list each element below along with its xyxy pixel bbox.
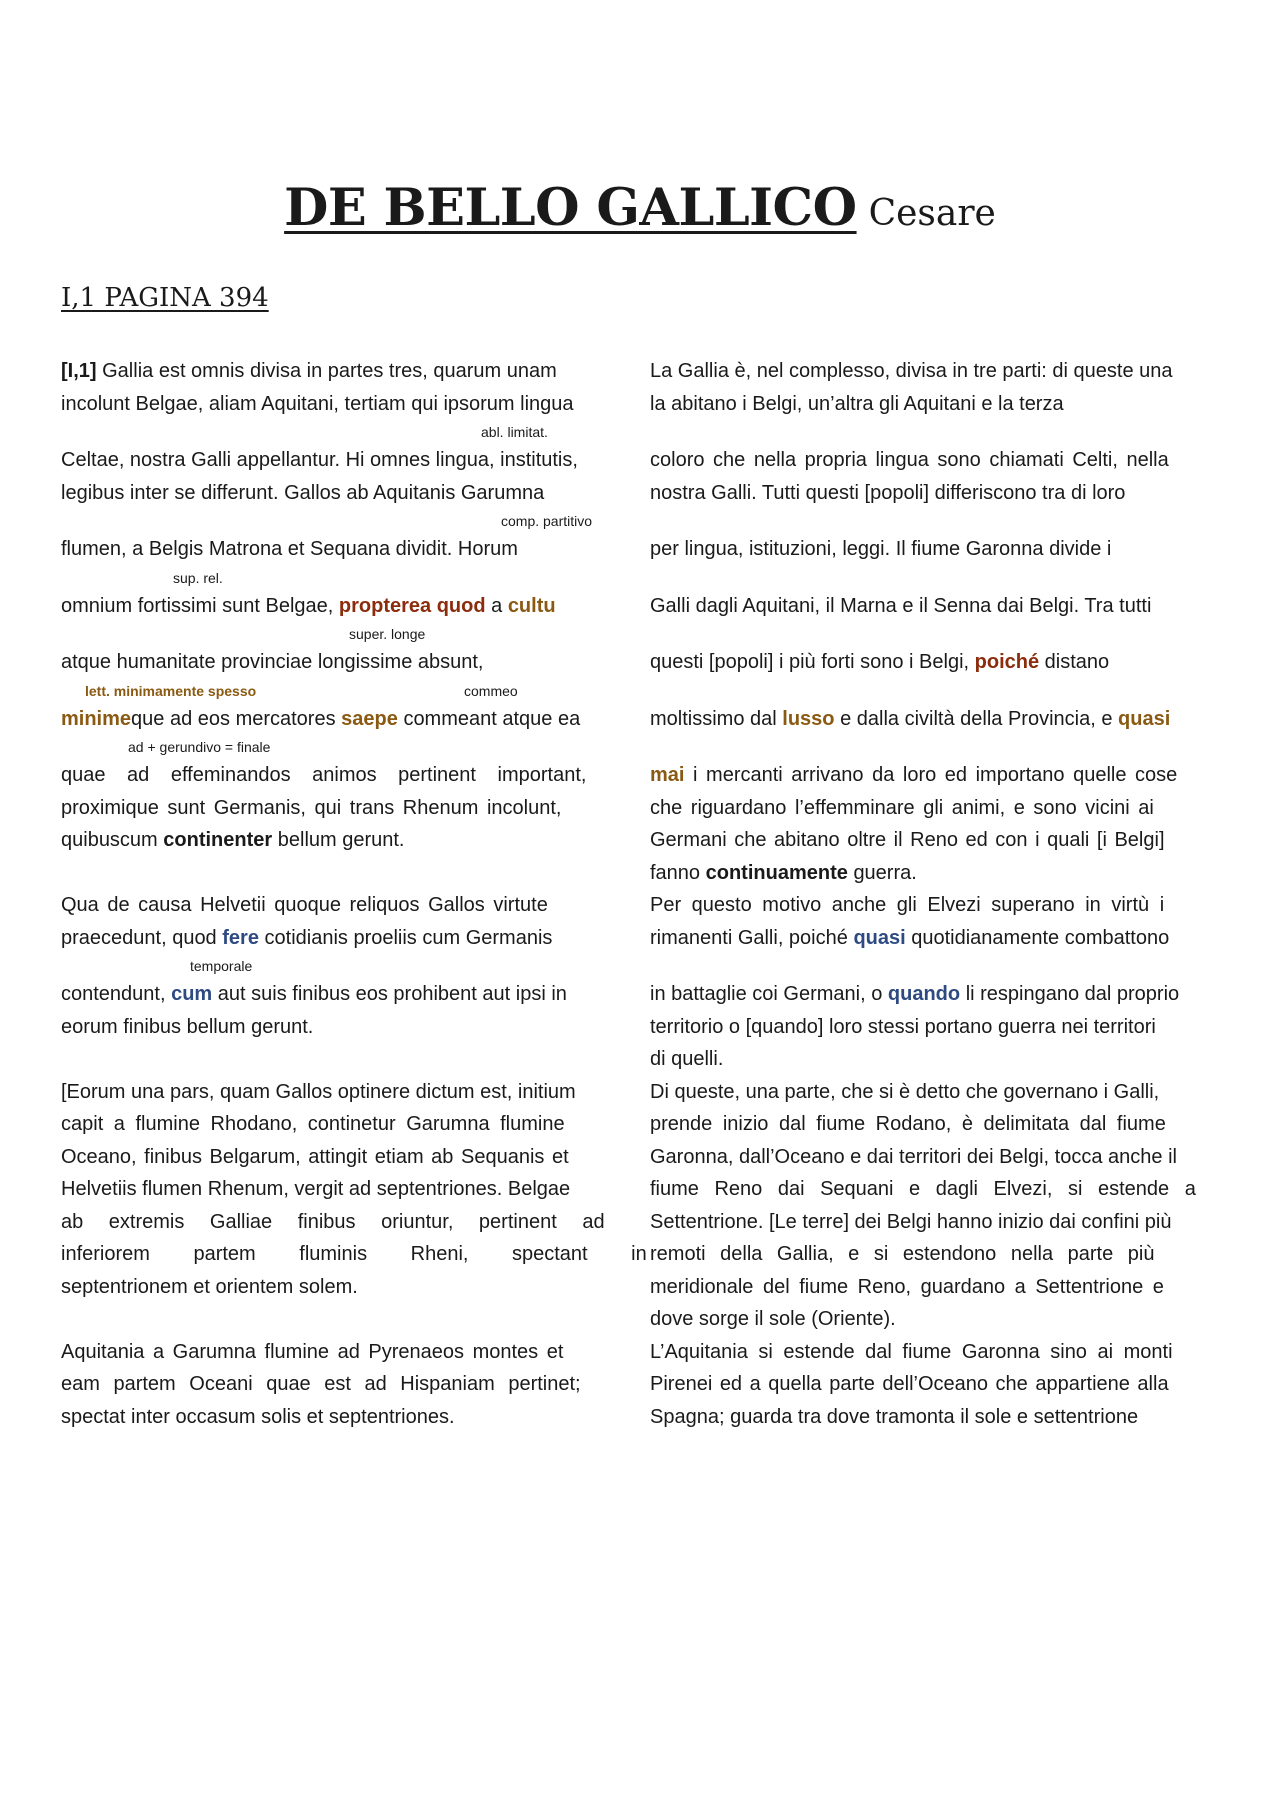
text-line: nostra Galli. Tutti questi [popoli] differiscono tra di loro: [650, 481, 1126, 504]
text-line: [I,1] Gallia est omnis divisa in partes tres, quarum unam: [61, 360, 557, 382]
text-line: Garonna, dall’Oceano e dai territori dei Belgi, tocca anche il: [650, 1145, 1177, 1168]
title-main: DE BELLO GALLICO: [284, 178, 857, 238]
text-line: moltissimo dal lusso e dalla civiltà della Provincia, e quasi: [650, 707, 1171, 730]
highlight-term: cultu: [507, 594, 556, 617]
highlight-term: quando: [887, 983, 961, 1005]
text-line: coloro che nella propria lingua sono chiamati Celti, nella: [650, 449, 1169, 471]
highlight-term: continenter: [163, 829, 273, 851]
text-line: Helvetiis flumen Rhenum, vergit ad septentriones. Belgae: [61, 1178, 571, 1200]
text-line: per lingua, istituzioni, leggi. Il fiume Garonna divide i: [650, 538, 1112, 560]
title-author: Cesare: [868, 193, 996, 234]
text-line: in battaglie coi Germani, o quando li respingano dal proprio: [650, 983, 1180, 1005]
text-line: territorio o [quando] loro stessi portano guerra nei territori: [650, 1015, 1156, 1038]
text-line: spectat inter occasum solis et septentriones.: [61, 1405, 455, 1428]
text-line: dove sorge il sole (Oriente).: [650, 1308, 896, 1330]
text-line: meridionale del fiume Reno, guardano a Settentrione e: [650, 1275, 1164, 1298]
highlight-term: propterea quod: [338, 594, 486, 617]
annotation: abl. limitat.: [481, 424, 548, 440]
text-line: La Gallia è, nel complesso, divisa in tre parti: di queste una: [650, 360, 1173, 382]
text-line: Spagna; guarda tra dove tramonta il sole e settentrione: [650, 1405, 1139, 1428]
highlight-term: lusso: [782, 707, 835, 730]
text-line: Germani che abitano oltre il Reno ed con i quali [i Belgi]: [650, 829, 1165, 851]
annotation-row: [61, 509, 626, 533]
text-line: ab extremis Galliae finibus oriuntur, pertinent ad: [61, 1210, 605, 1233]
annotation: ad + gerundivo = finale: [128, 739, 271, 755]
latin-column: [61, 355, 647, 1433]
text-line: quibuscum continenter bellum gerunt.: [61, 829, 405, 851]
highlight-term: mai: [650, 764, 685, 786]
text-line: L’Aquitania si estende dal fiume Garonna sino ai monti: [650, 1340, 1173, 1363]
highlight-term: quasi: [853, 926, 906, 949]
highlight-term: quasi: [1118, 707, 1171, 730]
text-line: omnium fortissimi sunt Belgae, propterea quod a cultu: [61, 594, 556, 617]
annotation: lett. minimamente spesso: [85, 682, 257, 699]
annotation-row: [61, 420, 626, 444]
text-line: Per questo motivo anche gli Elvezi superano in virtù i: [650, 894, 1165, 916]
text-line: eorum finibus bellum gerunt.: [61, 1015, 314, 1038]
text-line: flumen, a Belgis Matrona et Sequana dividit. Horum: [61, 538, 518, 560]
text-line: contendunt, cum aut suis finibus eos prohibent aut ipsi in: [61, 983, 567, 1005]
text-line: praecedunt, quod fere cotidianis proeliis cum Germanis: [61, 926, 553, 949]
highlight-term: poiché: [974, 651, 1040, 673]
annotation: comp. partitivo: [501, 513, 593, 529]
text-line: Galli dagli Aquitani, il Marna e il Senna dai Belgi. Tra tutti: [650, 594, 1152, 617]
text-line: minimeque ad eos mercatores saepe commeant atque ea: [61, 707, 581, 730]
text-line: quae ad effeminandos animos pertinent important,: [61, 764, 587, 786]
annotation-row: [61, 566, 626, 590]
text-line: la abitano i Belgi, un’altra gli Aquitani e la terza: [650, 392, 1064, 415]
highlight-term: minime: [61, 707, 132, 730]
text-line: remoti della Gallia, e si estendono nella parte più: [650, 1243, 1155, 1265]
text-line: che riguardano l’effemminare gli animi, e sono vicini ai: [650, 796, 1154, 819]
text-line: legibus inter se differunt. Gallos ab Aquitanis Garumna: [61, 481, 545, 504]
highlight-term: saepe: [341, 707, 398, 730]
text-line: mai i mercanti arrivano da loro ed importano quelle cose: [650, 764, 1178, 786]
text-line: inferiorem partem fluminis Rheni, spectant in: [61, 1243, 647, 1265]
annotation: super. longe: [349, 626, 426, 642]
highlight-term: cum: [171, 983, 213, 1005]
text-line: fiume Reno dai Sequani e dagli Elvezi, si estende a: [650, 1178, 1196, 1200]
text-line: eam partem Oceani quae est ad Hispaniam pertinet;: [61, 1373, 581, 1395]
text-line: Qua de causa Helvetii quoque reliquos Gallos virtute: [61, 894, 548, 916]
highlight-term: continuamente: [705, 861, 848, 884]
text-line: Aquitania a Garumna flumine ad Pyrenaeos montes et: [61, 1340, 564, 1363]
text-line: questi [popoli] i più forti sono i Belgi, poiché distano: [650, 651, 1110, 673]
text-line: prende inizio dal fiume Rodano, è delimitata dal fiume: [650, 1113, 1166, 1135]
annotation: temporale: [190, 958, 253, 974]
document-title: [0, 178, 1280, 238]
text-line: [Eorum una pars, quam Gallos optinere dictum est, initium: [61, 1080, 576, 1103]
italian-column: [650, 355, 1225, 1433]
section-heading: I,1 PAGINA 394: [61, 283, 269, 313]
text-line: Di queste, una parte, che si è detto che governano i Galli,: [650, 1080, 1160, 1103]
text-line: di quelli.: [650, 1048, 724, 1070]
text-line: Pirenei ed a quella parte dell’Oceano che appartiene alla: [650, 1373, 1169, 1395]
text-line: incolunt Belgae, aliam Aquitani, tertiam qui ipsorum lingua: [61, 392, 574, 415]
annotation-row: [61, 954, 626, 978]
text-line: capit a flumine Rhodano, continetur Garumna flumine: [61, 1113, 565, 1135]
annotation-row: [61, 735, 626, 759]
annotation: commeo: [464, 682, 518, 699]
annotation: sup. rel.: [173, 569, 223, 586]
text-line: atque humanitate provinciae longissime absunt,: [61, 651, 484, 673]
text-line: proximique sunt Germanis, qui trans Rhenum incolunt,: [61, 796, 562, 819]
text-line: rimanenti Galli, poiché quasi quotidianamente combattono: [650, 926, 1170, 949]
text-line: Oceano, finibus Belgarum, attingit etiam ab Sequanis et: [61, 1145, 569, 1168]
text-line: Settentrione. [Le terre] dei Belgi hanno inizio dai confini più: [650, 1210, 1172, 1233]
chapter-ref: [I,1]: [61, 360, 97, 382]
annotation-row: [61, 622, 626, 646]
annotation-row: [61, 679, 626, 703]
text-line: Celtae, nostra Galli appellantur. Hi omnes lingua, institutis,: [61, 449, 578, 471]
text-line: fanno continuamente guerra.: [650, 861, 917, 884]
highlight-term: fere: [222, 926, 259, 949]
text-line: septentrionem et orientem solem.: [61, 1275, 358, 1298]
